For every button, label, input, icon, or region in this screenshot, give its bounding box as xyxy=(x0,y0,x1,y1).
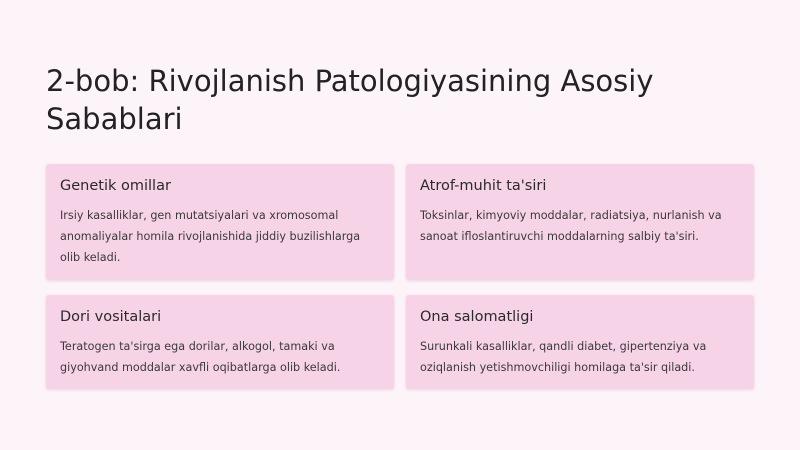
card-text: Toksinlar, kimyoviy moddalar, radiatsiya, nurlanish va sanoat ifloslantiruvchi moddalarning salbiy ta'siri. xyxy=(420,209,722,243)
card-maternal-health xyxy=(406,295,754,389)
card-text: Teratogen ta'sirga ega dorilar, alkogol, tamaki va giyohvand moddalar xavfli oqibatlarga olib keladi. xyxy=(60,340,341,374)
card-title: Genetik omillar xyxy=(60,178,171,194)
card-text: Surunkali kasalliklar, qandli diabet, gipertenziya va oziqlanish yetishmovchiligi homilaga ta'sir qiladi. xyxy=(420,340,707,374)
card-environment-impact xyxy=(406,164,754,280)
card-medications xyxy=(46,295,394,389)
card-genetic-factors xyxy=(46,164,394,280)
card-text: Irsiy kasalliklar, gen mutatsiyalari va xromosomal anomaliyalar homila rivojlanishida jiddiy buzilishlarga olib keladi. xyxy=(60,209,361,264)
slide-title: 2-bob: Rivojlanish Patologiyasining Asosiy Sabablari xyxy=(46,64,654,136)
card-title: Dori vositalari xyxy=(60,309,162,325)
card-title: Atrof-muhit ta'siri xyxy=(420,178,547,194)
card-title: Ona salomatligi xyxy=(420,309,534,325)
